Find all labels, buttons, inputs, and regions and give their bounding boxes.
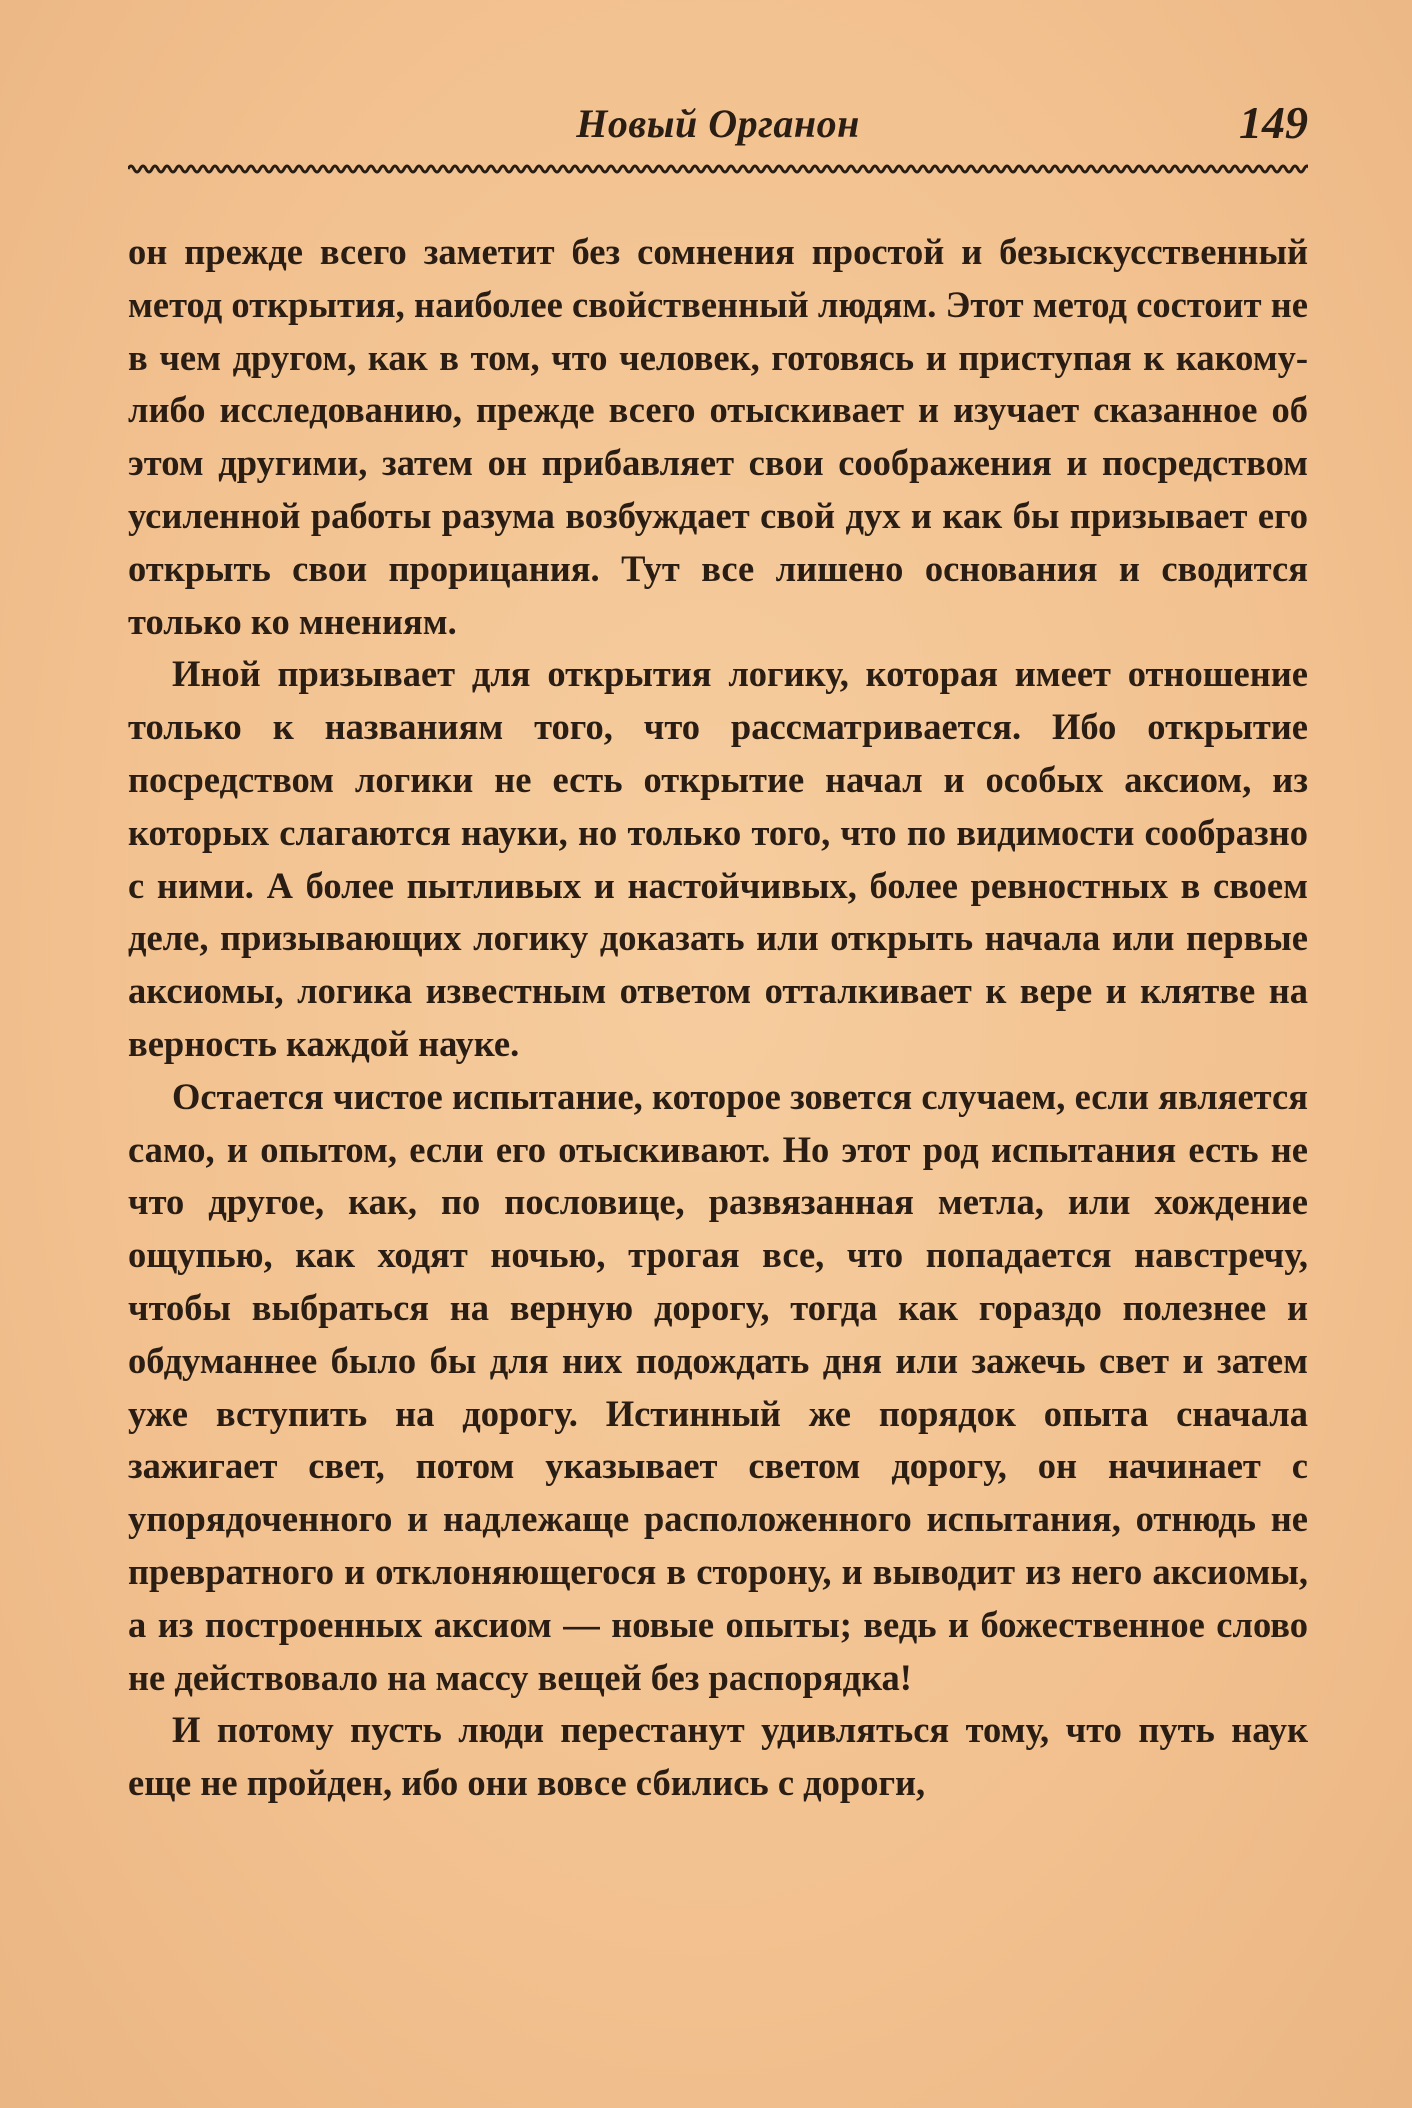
paragraph-1: он прежде всего заметит без сомнения простой и безыскусственный метод открытия, наиболее свойственный людям. Этот метод состоит не в чем другом, как в том, что человек, готовясь и приступая к какому-либо исследованию, прежде всего отыскивает и изучает сказанное об этом другими, затем он прибавляет свои соображения и посредством усиленной работы разума возбуждает свой дух и как бы призывает его открыть свои прорицания. Тут все лишено основания и сводится только ко мнениям. xyxy=(128,231,1308,642)
page-number: 149 xyxy=(1239,97,1308,148)
ornamental-rule xyxy=(128,162,1308,176)
paragraph-4: И потому пусть люди перестанут удивляться тому, что путь наук еще не пройден, ибо они вовсе сбились с дороги, xyxy=(128,1709,1308,1804)
book-page xyxy=(128,96,1308,1810)
paragraph-3: Остается чистое испытание, которое зовется случаем, если является само, и опытом, если его отыскивают. Но этот род испытания есть не что другое, как, по пословице, развязанная метла, или хождение ощупью, как ходят ночью, трогая все, что попадается навстречу, чтобы выбраться на верную дорогу, тогда как гораздо полезнее и обдуманнее было бы для них подождать дня или зажечь свет и затем уже вступить на дорогу. Истинный же порядок опыта сначала зажигает свет, потом указывает светом дорогу, он начинает с упорядоченного и надлежаще расположенного испытания, отнюдь не превратного и отклоняющегося в сторону, и выводит из него аксиомы, а из построенных аксиом — новые опыты; ведь и божественное слово не действовало на массу вещей без распорядка! xyxy=(128,1075,1308,1698)
running-head xyxy=(128,96,1308,156)
paragraph-2: Иной призывает для открытия логику, которая имеет отношение только к названиям того, что рассматривается. Ибо открытие посредством логики не есть открытие начал и особых аксиом, из которых слагаются науки, но только того, что по видимости сообразно с ними. А более пытливых и настойчивых, более ревностных в своем деле, призывающих логику доказать или открыть начала или первые аксиомы, логика известным ответом отталкивает к вере и клятве на верность каждой науке. xyxy=(128,653,1308,1064)
running-title: Новый Органон xyxy=(576,101,860,146)
body-text xyxy=(128,226,1308,1810)
